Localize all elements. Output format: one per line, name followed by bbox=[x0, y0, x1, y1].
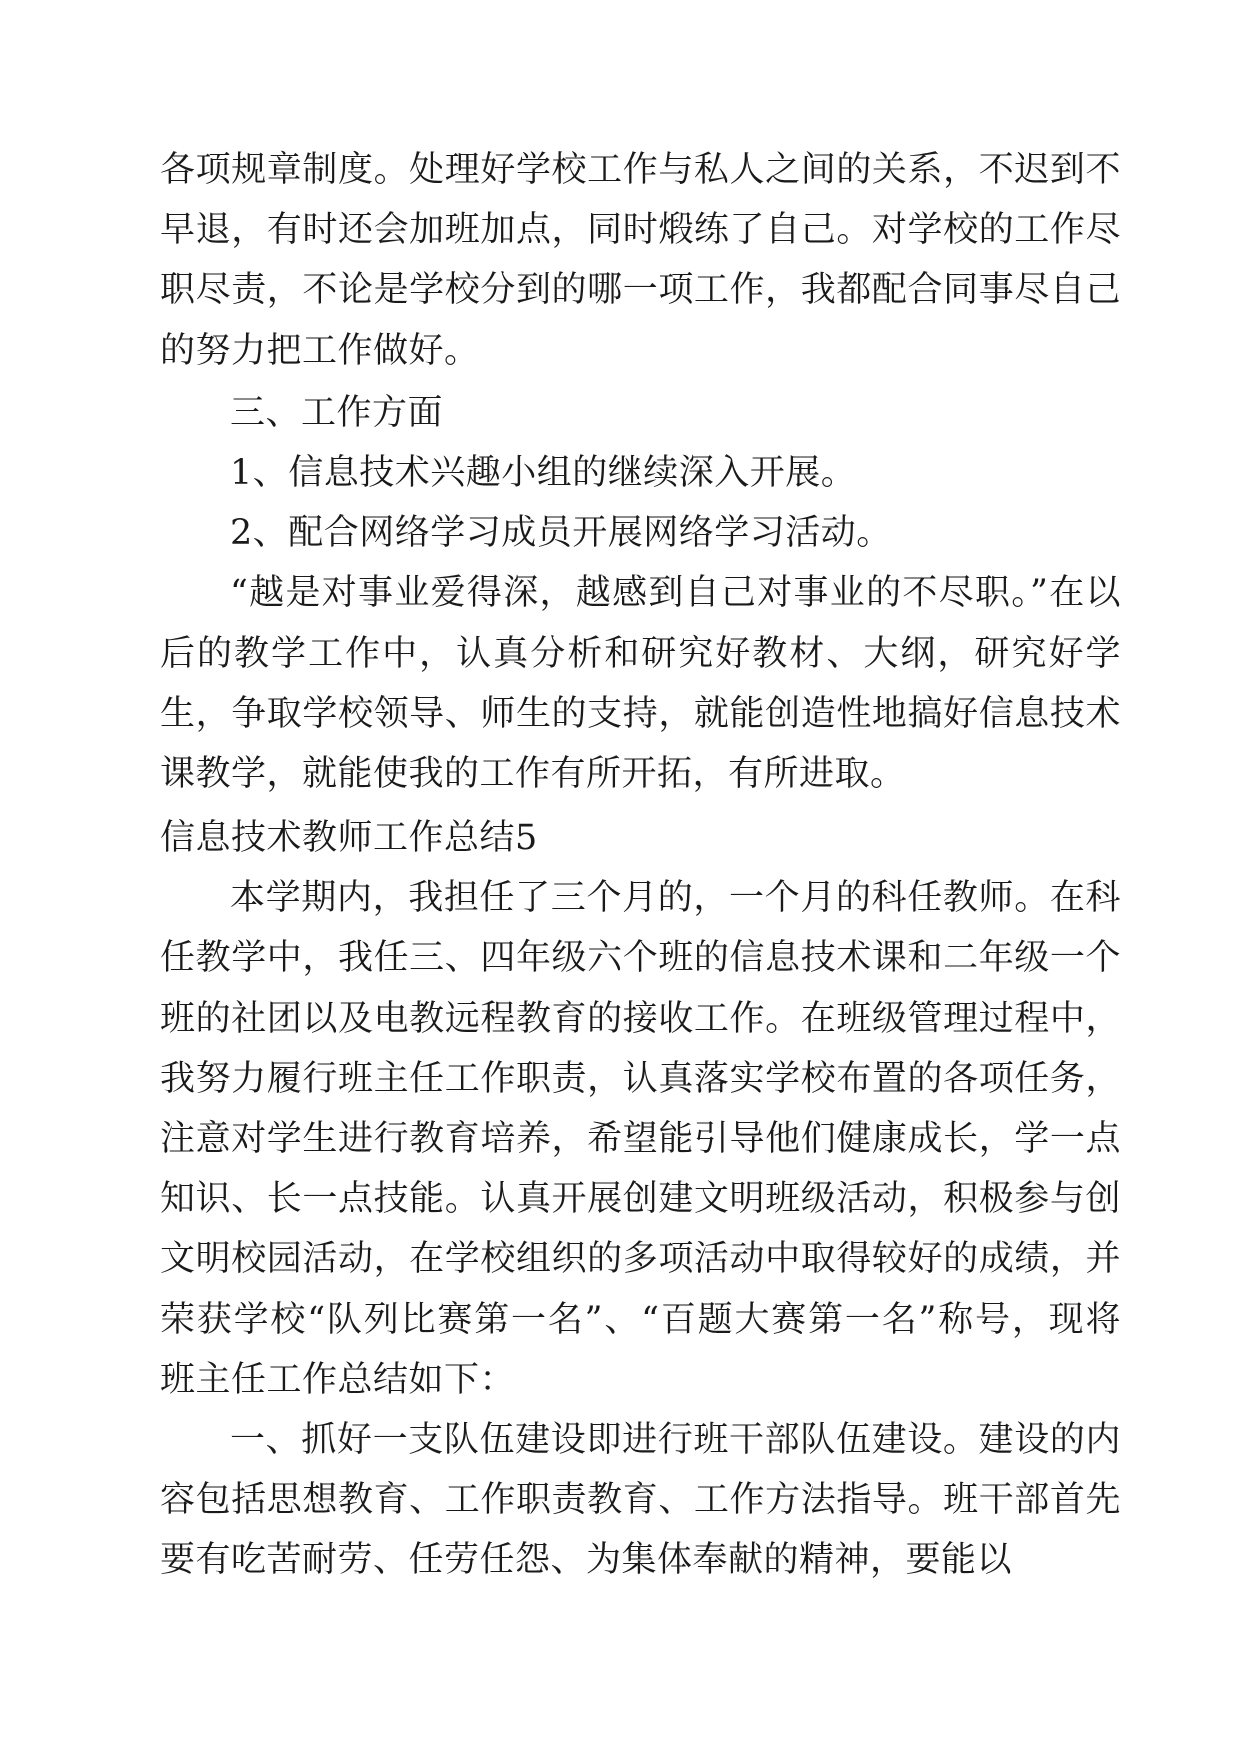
list-item-2: 2、配合网络学习成员开展网络学习活动。 bbox=[230, 513, 892, 554]
quote-paragraph: “越是对事业爱得深，越感到自己对事业的不尽职。”在以后的教学工作中，认真分析和研究好教材、大纲，研究好学生，争取学校领导、师生的支持，就能创造性地搞好信息技术课教学，就能使我的工作有所开拓，有所进取。 bbox=[160, 573, 1121, 794]
paragraph-continuation: 各项规章制度。处理好学校工作与私人之间的关系，不迟到不早退，有时还会加班加点，同时煅练了自己。对学校的工作尽职尽责，不论是学校分到的哪一项工作，我都配合同事尽自己的努力把工作做好。 bbox=[160, 150, 1121, 371]
section-heading-three: 三、工作方面 bbox=[230, 392, 444, 433]
article-title: 信息技术教师工作总结5 bbox=[160, 818, 538, 859]
intro-paragraph: 本学期内，我担任了三个月的，一个月的科任教师。在科任教学中，我任三、四年级六个班的信息技术课和二年级一个班的社团以及电教远程教育的接收工作。在班级管理过程中，我努力履行班主任工作职责，认真落实学校布置的各项任务，注意对学生进行教育培养，希望能引导他们健康成长，学一点知识、长一点技能。认真开展创建文明班级活动，积极参与创文明校园活动，在学校组织的多项活动中取得较好的成绩，并荣获学校“队列比赛第一名”、“百题大赛第一名”称号，现将班主任工作总结如下： bbox=[160, 878, 1121, 1400]
point-one-paragraph: 一、抓好一支队伍建设即进行班干部队伍建设。建设的内容包括思想教育、工作职责教育、工作方法指导。班干部首先要有吃苦耐劳、任劳任怨、为集体奉献的精神，要能以 bbox=[160, 1419, 1121, 1581]
list-item-1: 1、信息技术兴趣小组的继续深入开展。 bbox=[230, 452, 857, 493]
document-text-body bbox=[160, 140, 1121, 1591]
